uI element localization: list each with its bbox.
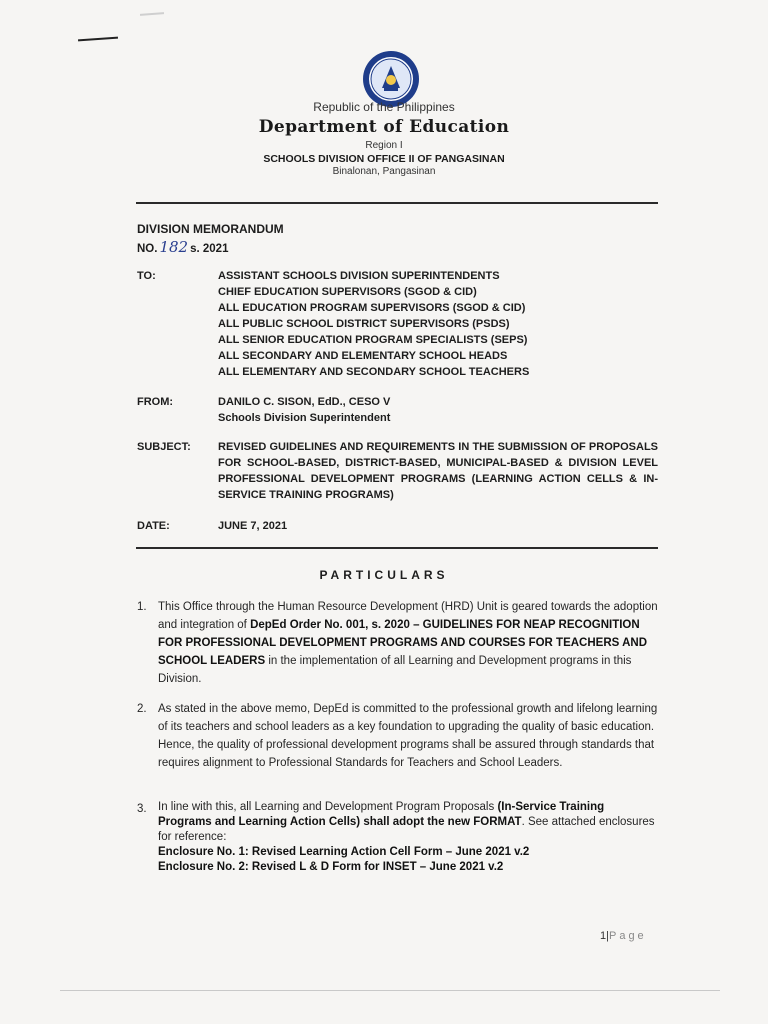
to-recipients: [218, 268, 658, 380]
header-divider: [136, 202, 658, 204]
enclosure-2: Enclosure No. 2: Revised L & D Form for INSET – June 2021 v.2: [158, 861, 504, 873]
subject-text: REVISED GUIDELINES AND REQUIREMENTS IN THE SUBMISSION OF PROPOSALS FOR SCHOOL-BASED, DISTRICT-BASED, MUNICIPAL-BASED & DIVISION LEVEL PROFESSIONAL DEVELOPMENT PROGRAMS (LEARNING ACTION CELLS & IN-SERVICE TRAINING PROGRAMS): [218, 441, 658, 501]
deped-order-reference: DepEd Order No. 001, s. 2020 – GUIDELINES FOR NEAP RECOGNITION FOR PROFESSIONAL DEVELOPMENT PROGRAMS AND COURSES FOR TEACHERS AND SCHOOL LEADERS: [158, 619, 647, 667]
paragraph-number: 1.: [137, 601, 147, 613]
memo-number-prefix: NO.: [137, 243, 158, 255]
office-location: Binalonan, Pangasinan: [332, 166, 436, 177]
paragraph-text-run: in the implementation of all Learning and Development programs in this Division.: [158, 655, 632, 685]
region-line: Region I: [365, 140, 403, 151]
memo-number-suffix: s. 2021: [190, 243, 229, 255]
page-bottom-edge: [60, 990, 720, 991]
from-sender: [218, 394, 658, 426]
paragraph-text: [158, 800, 659, 875]
recipient-item: ALL SECONDARY AND ELEMENTARY SCHOOL HEADS: [218, 350, 508, 362]
paragraph-number: 3.: [137, 803, 147, 815]
republic-line: Republic of the Philippines: [313, 100, 455, 114]
paragraph-3: [137, 800, 659, 875]
recipient-item: ALL SENIOR EDUCATION PROGRAM SPECIALISTS (SEPS): [218, 334, 528, 346]
page-separator: |: [606, 930, 609, 942]
paragraph-text: [158, 598, 659, 688]
page-word: Page: [608, 930, 647, 942]
from-label: FROM:: [137, 396, 174, 408]
office-name: SCHOOLS DIVISION OFFICE II OF PANGASINAN: [263, 153, 505, 165]
recipient-item: ALL ELEMENTARY AND SECONDARY SCHOOL TEACHERS: [218, 366, 530, 378]
paragraph-text-run: In line with this, all Learning and Development Program Proposals: [158, 801, 498, 813]
paragraph-text-run: This Office through the Human Resource Development (HRD) Unit is geared towards the adoption and integration of: [158, 601, 658, 631]
date-value: JUNE 7, 2021: [218, 520, 288, 532]
paragraph-2: [137, 700, 659, 772]
recipient-item: CHIEF EDUCATION SUPERVISORS (SGOD & CID): [218, 286, 477, 298]
paragraph-number: 2.: [137, 703, 147, 715]
sender-title: Schools Division Superintendent: [218, 412, 391, 424]
enclosure-1: Enclosure No. 1: Revised Learning Action Cell Form – June 2021 v.2: [158, 846, 530, 858]
scan-mark: [78, 37, 118, 42]
memo-title: DIVISION MEMORANDUM: [137, 222, 284, 236]
subject-label: SUBJECT:: [137, 441, 191, 453]
recipient-item: ALL PUBLIC SCHOOL DISTRICT SUPERVISORS (PSDS): [218, 318, 510, 330]
paragraph-1: [137, 598, 659, 688]
particulars-heading: PARTICULARS: [319, 568, 449, 582]
memo-number: [137, 238, 228, 256]
scan-mark-faint: [140, 12, 164, 16]
date-label: DATE:: [137, 520, 170, 532]
recipient-item: ASSISTANT SCHOOLS DIVISION SUPERINTENDENTS: [218, 270, 500, 282]
memo-number-handwritten: 182: [159, 238, 189, 256]
department-name: Department of Education: [258, 117, 510, 137]
paragraph-text: As stated in the above memo, DepEd is committed to the professional growth and lifelong learning of its teachers and school leaders as a key foundation to upgrading the quality of basic education. Hence, the quality of professional development programs shall be assured through standards that requires alignment to Professional Standards for Teachers and School Leaders.: [158, 703, 658, 769]
format-requirement: (In-Service Training Programs and Learning Action Cells) shall adopt the new FORMAT: [158, 801, 605, 828]
page-number: 1: [600, 930, 607, 942]
recipient-item: ALL EDUCATION PROGRAM SUPERVISORS (SGOD & CID): [218, 302, 526, 314]
body-divider: [136, 547, 658, 549]
to-label: TO:: [137, 270, 156, 282]
sender-name: DANILO C. SISON, EdD., CESO V: [218, 396, 391, 408]
paragraph-text-run: . See attached enclosures for reference:: [158, 816, 655, 843]
page-footer: [600, 930, 647, 942]
